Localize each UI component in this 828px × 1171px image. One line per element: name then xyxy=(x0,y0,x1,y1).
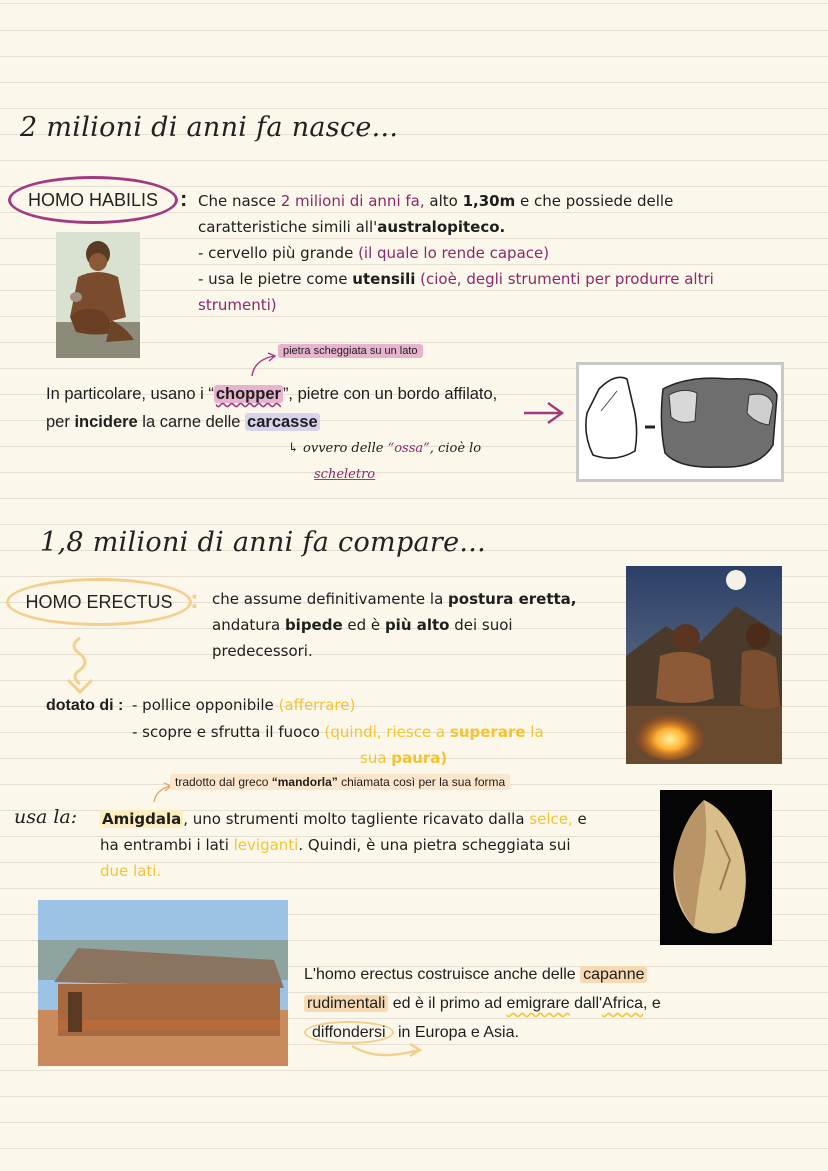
mandorla-note: tradotto dal greco “mandorla” chiamata così per la sua forma xyxy=(170,774,510,790)
amigdala-description: Amigdala , uno strumenti molto tagliente ricavato dalla selce, e ha entrambi i lati leviganti. Quindi, è una pietra scheggiata sui due lati. xyxy=(100,810,587,880)
erectus-description: che assume definitivamente la postura eretta, andatura bipede ed è più alto dei suoi predecessori. xyxy=(212,590,577,660)
usa-la-label: usa la: xyxy=(14,806,78,828)
section1-heading: 2 milioni di anni fa nasce... xyxy=(20,112,399,143)
chopper-drawing xyxy=(576,362,784,482)
section2-heading: 1,8 milioni di anni fa compare... xyxy=(40,527,487,558)
arrow-right-icon xyxy=(522,400,566,426)
habilis-description: Che nasce 2 milioni di anni fa, alto 1,30m e che possiede delle caratteristiche simili all'australopiteco. - cervello più grande (il quale lo rende capace) - usa le pietre come utensili (cioè, degli strumenti per produrre altri strumenti) xyxy=(198,192,714,314)
dotato-list: dotato di : - pollice opponibile (afferrare) - scopre e sfrutta il fuoco (quindi, riesce a superare la sua paura) xyxy=(46,696,544,767)
homo-erectus-oval xyxy=(6,578,192,626)
curved-arrow-icon xyxy=(348,1040,428,1062)
homo-habilis-oval xyxy=(8,176,178,224)
homo-habilis-image xyxy=(56,232,140,358)
chopper-paragraph: In particolare, usano i “ chopper ”, pietre con un bordo affilato, per incidere la carne delle carcasse xyxy=(46,385,498,431)
amigdala-image xyxy=(660,790,772,945)
squiggle-arrow-down-icon xyxy=(60,636,100,696)
chopper-note-arrow xyxy=(248,352,278,378)
erectus-colon: : xyxy=(190,584,199,614)
capanne-paragraph: L'homo erectus costruisce anche delle capanne rudimentali ed è il primo ad emigrare dall'Africa, e diffondersi in Europa e Asia. xyxy=(304,960,744,1047)
chopper-note: pietra scheggiata su un lato xyxy=(278,344,423,358)
ossa-note: ↳ ovvero delle “ossa”, cioè lo scheletro xyxy=(288,441,482,482)
homo-habilis-label: HOMO HABILIS xyxy=(27,189,159,210)
homo-erectus-label: HOMO ERECTUS xyxy=(25,591,173,612)
capanna-image xyxy=(38,900,288,1066)
homo-erectus-image xyxy=(626,566,782,764)
habilis-colon: : xyxy=(180,186,188,211)
